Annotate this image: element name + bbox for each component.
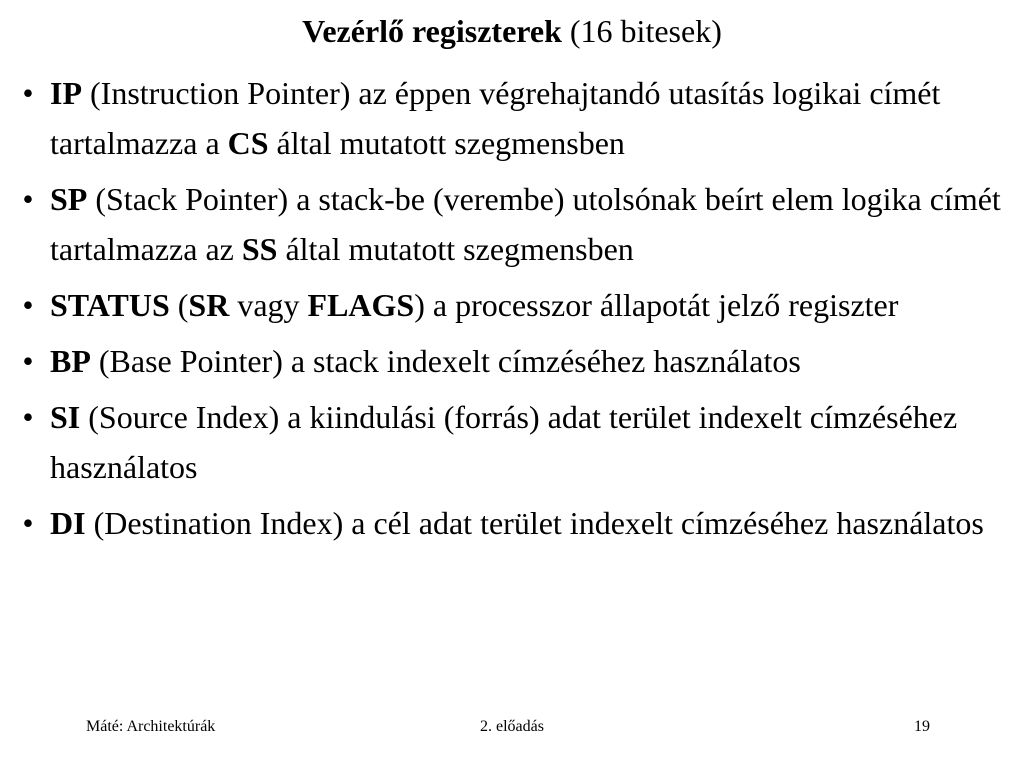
bullet-item [14,392,1014,492]
bullet-term: FLAGS [307,287,415,323]
bullet-item [14,68,1014,168]
bullet-text: (Stack Pointer) a stack-be (verembe) utolsónak beírt elem logika címét tartalmazza az [50,181,1001,267]
bullet-dot-icon: • [22,181,34,217]
footer-author: Máté: Architektúrák [86,718,216,735]
bullet-dot-icon: • [22,343,34,379]
bullet-dot-icon: • [22,399,34,435]
bullet-item [14,174,1014,274]
bullet-text: (Destination Index) a cél adat terület indexelt címzéséhez használatos [85,505,984,541]
bullet-item [14,336,1014,386]
slide-title-bold: Vezérlő regiszterek [302,13,562,49]
bullet-item [14,498,1014,548]
bullet-text: (Base Pointer) a stack indexelt címzéséhez használatos [90,343,801,379]
slide-title [0,10,1024,52]
bullet-term: BP [50,343,91,379]
bullet-term: SR [188,287,230,323]
footer-lecture: 2. előadás [480,718,544,735]
bullet-text: (Source Index) a kiindulási (forrás) adat terület indexelt címzéséhez használatos [50,399,958,485]
bullet-text: (Instruction Pointer) az éppen végrehajtandó utasítás logikai címét tartalmazza a [50,75,941,161]
bullet-text: vagy [229,287,308,323]
bullet-term: SP [50,181,88,217]
bullet-text: ) a processzor állapotát jelző regiszter [414,287,899,323]
bullet-list [14,68,1014,554]
slide-footer [0,712,1024,742]
bullet-term: SS [241,231,278,267]
bullet-dot-icon: • [22,287,34,323]
slide-title-rest: (16 bitesek) [561,13,722,49]
bullet-text: által mutatott szegmensben [268,125,625,161]
bullet-dot-icon: • [22,75,34,111]
bullet-text: által mutatott szegmensben [277,231,634,267]
bullet-term: DI [50,505,86,541]
bullet-item [14,280,1014,330]
bullet-term: SI [50,399,81,435]
bullet-term: STATUS [50,287,170,323]
bullet-term: CS [227,125,269,161]
bullet-dot-icon: • [22,505,34,541]
bullet-text: ( [169,287,189,323]
bullet-term: IP [50,75,82,111]
footer-page-number: 19 [914,718,930,735]
